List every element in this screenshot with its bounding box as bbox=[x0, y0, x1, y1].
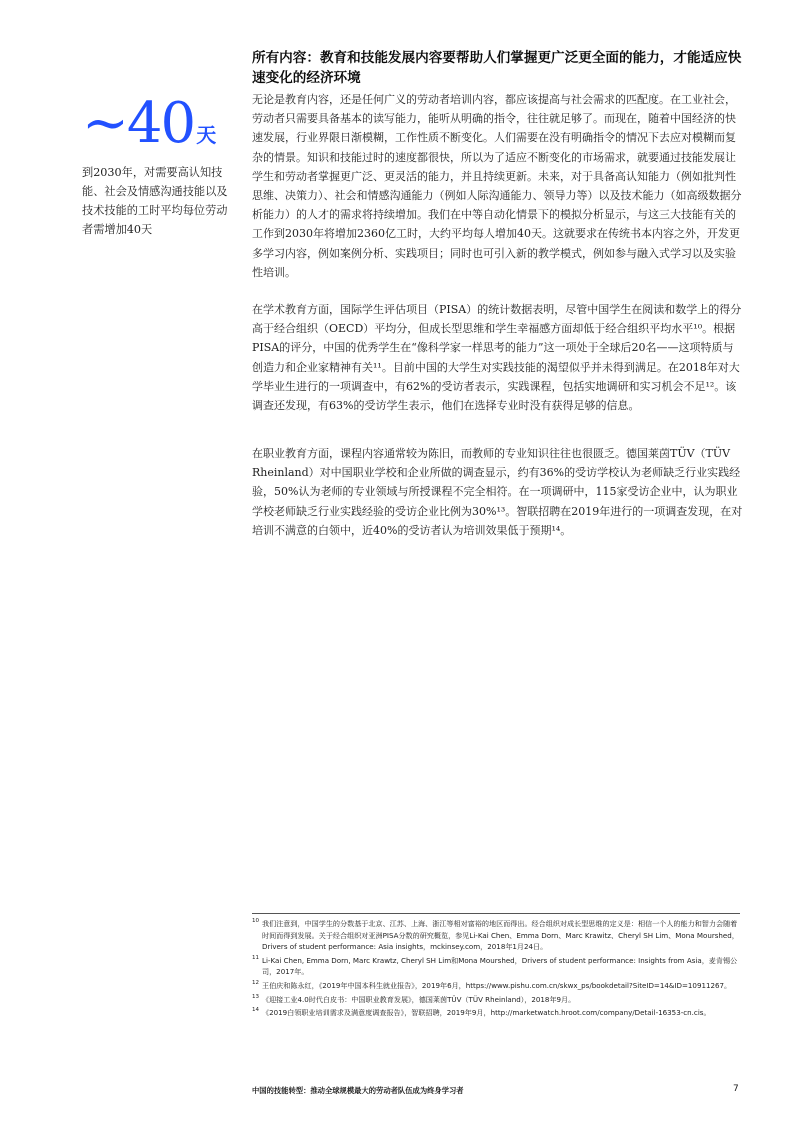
footnote-text: 《迎接工业4.0时代白皮书：中国职业教育发展》，德国莱茵TÜV（TÜV Rheinland），2018年9月。 bbox=[262, 994, 576, 1004]
section-heading: 所有内容：教育和技能发展内容要帮助人们掌握更广泛更全面的能力，才能适应快速变化的经济环境 bbox=[252, 50, 742, 86]
footnote-marker: 14 bbox=[252, 1007, 259, 1014]
footnote-11 bbox=[252, 955, 740, 978]
footnote-text: 我们注意到，中国学生的分数基于北京、江苏、上海、浙江等相对富裕的地区而得出。经合组织对成长型思维的定义是：相信一个人的能力和智力会随着时间而得到发展。关于经合组织对亚洲PISA分数的研究概览，参见Li-Kai Chen、Emma Dorn、Marc Krawitz、Cheryl SH Lim、Mona Mourshed，Drivers of student performance: Asia insights，mckinsey.com，2018年1月24日。 bbox=[262, 919, 739, 952]
footnotes-list bbox=[252, 918, 740, 1019]
stat-caption: 到2030年，对需要高认知技能、社会及情感沟通技能以及技术技能的工时平均每位劳动者需增加40天 bbox=[82, 166, 228, 236]
footnote-13 bbox=[252, 994, 740, 1006]
page-number: 7 bbox=[733, 1084, 739, 1094]
key-statistic bbox=[82, 91, 217, 167]
footnote-text: Li-Kai Chen, Emma Dorn, Marc Krawtz, Cheryl SH Lim和Mona Mourshed，Drivers of student performance: Insights from Asia，麦肯锡公司，2017年。 bbox=[262, 955, 738, 977]
footnote-marker: 11 bbox=[252, 954, 259, 961]
stat-number: ~40 bbox=[82, 91, 195, 156]
footnote-12 bbox=[252, 980, 740, 992]
body-paragraph-3: 在职业教育方面，课程内容通常较为陈旧，而教师的专业知识往往也很匮乏。德国莱茵TÜV（TÜV Rheinland）对中国职业学校和企业所做的调查显示，约有36%的受访学校认为老师缺乏行业实践经验，50%认为老师的专业领域与所授课程不完全相符。在一项调研中，115家受访企业中，认为职业学校老师缺乏行业实践经验的受访企业比例为30%¹³。智联招聘在2019年进行的一项调查发现，在对培训不满意的白领中，近40%的受访者认为培训效果低于预期¹⁴。 bbox=[252, 447, 743, 537]
footnote-14 bbox=[252, 1007, 740, 1019]
footnote-marker: 10 bbox=[252, 918, 259, 924]
stat-unit: 天 bbox=[196, 123, 217, 147]
running-footer-title: 中国的技能转型：推动全球规模最大的劳动者队伍成为终身学习者 bbox=[252, 1086, 464, 1095]
body-paragraph-1: 无论是教育内容，还是任何广义的劳动者培训内容，都应该提高与社会需求的匹配度。在工业社会，劳动者只需要具备基本的读写能力，能听从明确的指令，往往就足够了。而现在，随着中国经济的快速发展，行业界限日渐模糊，工作性质不断变化。人们需要在没有明确指令的情况下去应对模糊而复杂的情景。知识和技能过时的速度都很快，所以为了适应不断变化的市场需求，就要通过技能发展让学生和劳动者掌握更广泛、更灵活的能力，并且持续更新。未来，对于具备高认知能力（例如批判性思维、决策力）、社会和情感沟通能力（例如人际沟通能力、领导力等）以及技术能力（如高级数据分析能力）的人才的需求将持续增加。我们在中等自动化情景下的模拟分析显示，与这三大技能有关的工作到2030年将增加2360亿工时，大约平均每人增加40天。这就要求在传统书本内容之外，开发更多学习内容，例如案例分析、实践项目；同时也可引入新的教学模式，例如参与融入式学习以及实验性培训。 bbox=[252, 93, 742, 279]
body-paragraph-2: 在学术教育方面，国际学生评估项目（PISA）的统计数据表明，尽管中国学生在阅读和数学上的得分高于经合组织（OECD）平均分，但成长型思维和学生幸福感方面却低于经合组织平均水平¹⁰。根据PISA的评分，中国的优秀学生在“像科学家一样思考的能力”这一项处于全球后20名——这项特质与创造力和企业家精神有关¹¹。目前中国的大学生对实践技能的渴望似乎并未得到满足。在2018年对大学毕业生进行的一项调查中，有62%的受访者表示，实践课程，包括实地调研和实习机会不足¹²。该调查还发现，有63%的受访学生表示，他们在选择专业时没有获得足够的信息。 bbox=[252, 303, 742, 413]
footnote-marker: 13 bbox=[252, 993, 259, 1000]
footnote-10 bbox=[252, 918, 740, 953]
footnote-text: 王伯庆和陈永红，《2019年中国本科生就业报告》，2019年6月，https://www.pishu.com.cn/skwx_ps/bookdetail?SiteID=14&ID=10911267。 bbox=[262, 980, 732, 990]
footnote-marker: 12 bbox=[252, 979, 259, 986]
footnote-text: 《2019白领职业培训需求及满意度调查报告》，智联招聘，2019年9月，http://marketwatch.hroot.com/company/Detail-16353-cn.cis。 bbox=[262, 1008, 711, 1018]
footnote-divider bbox=[252, 913, 740, 914]
